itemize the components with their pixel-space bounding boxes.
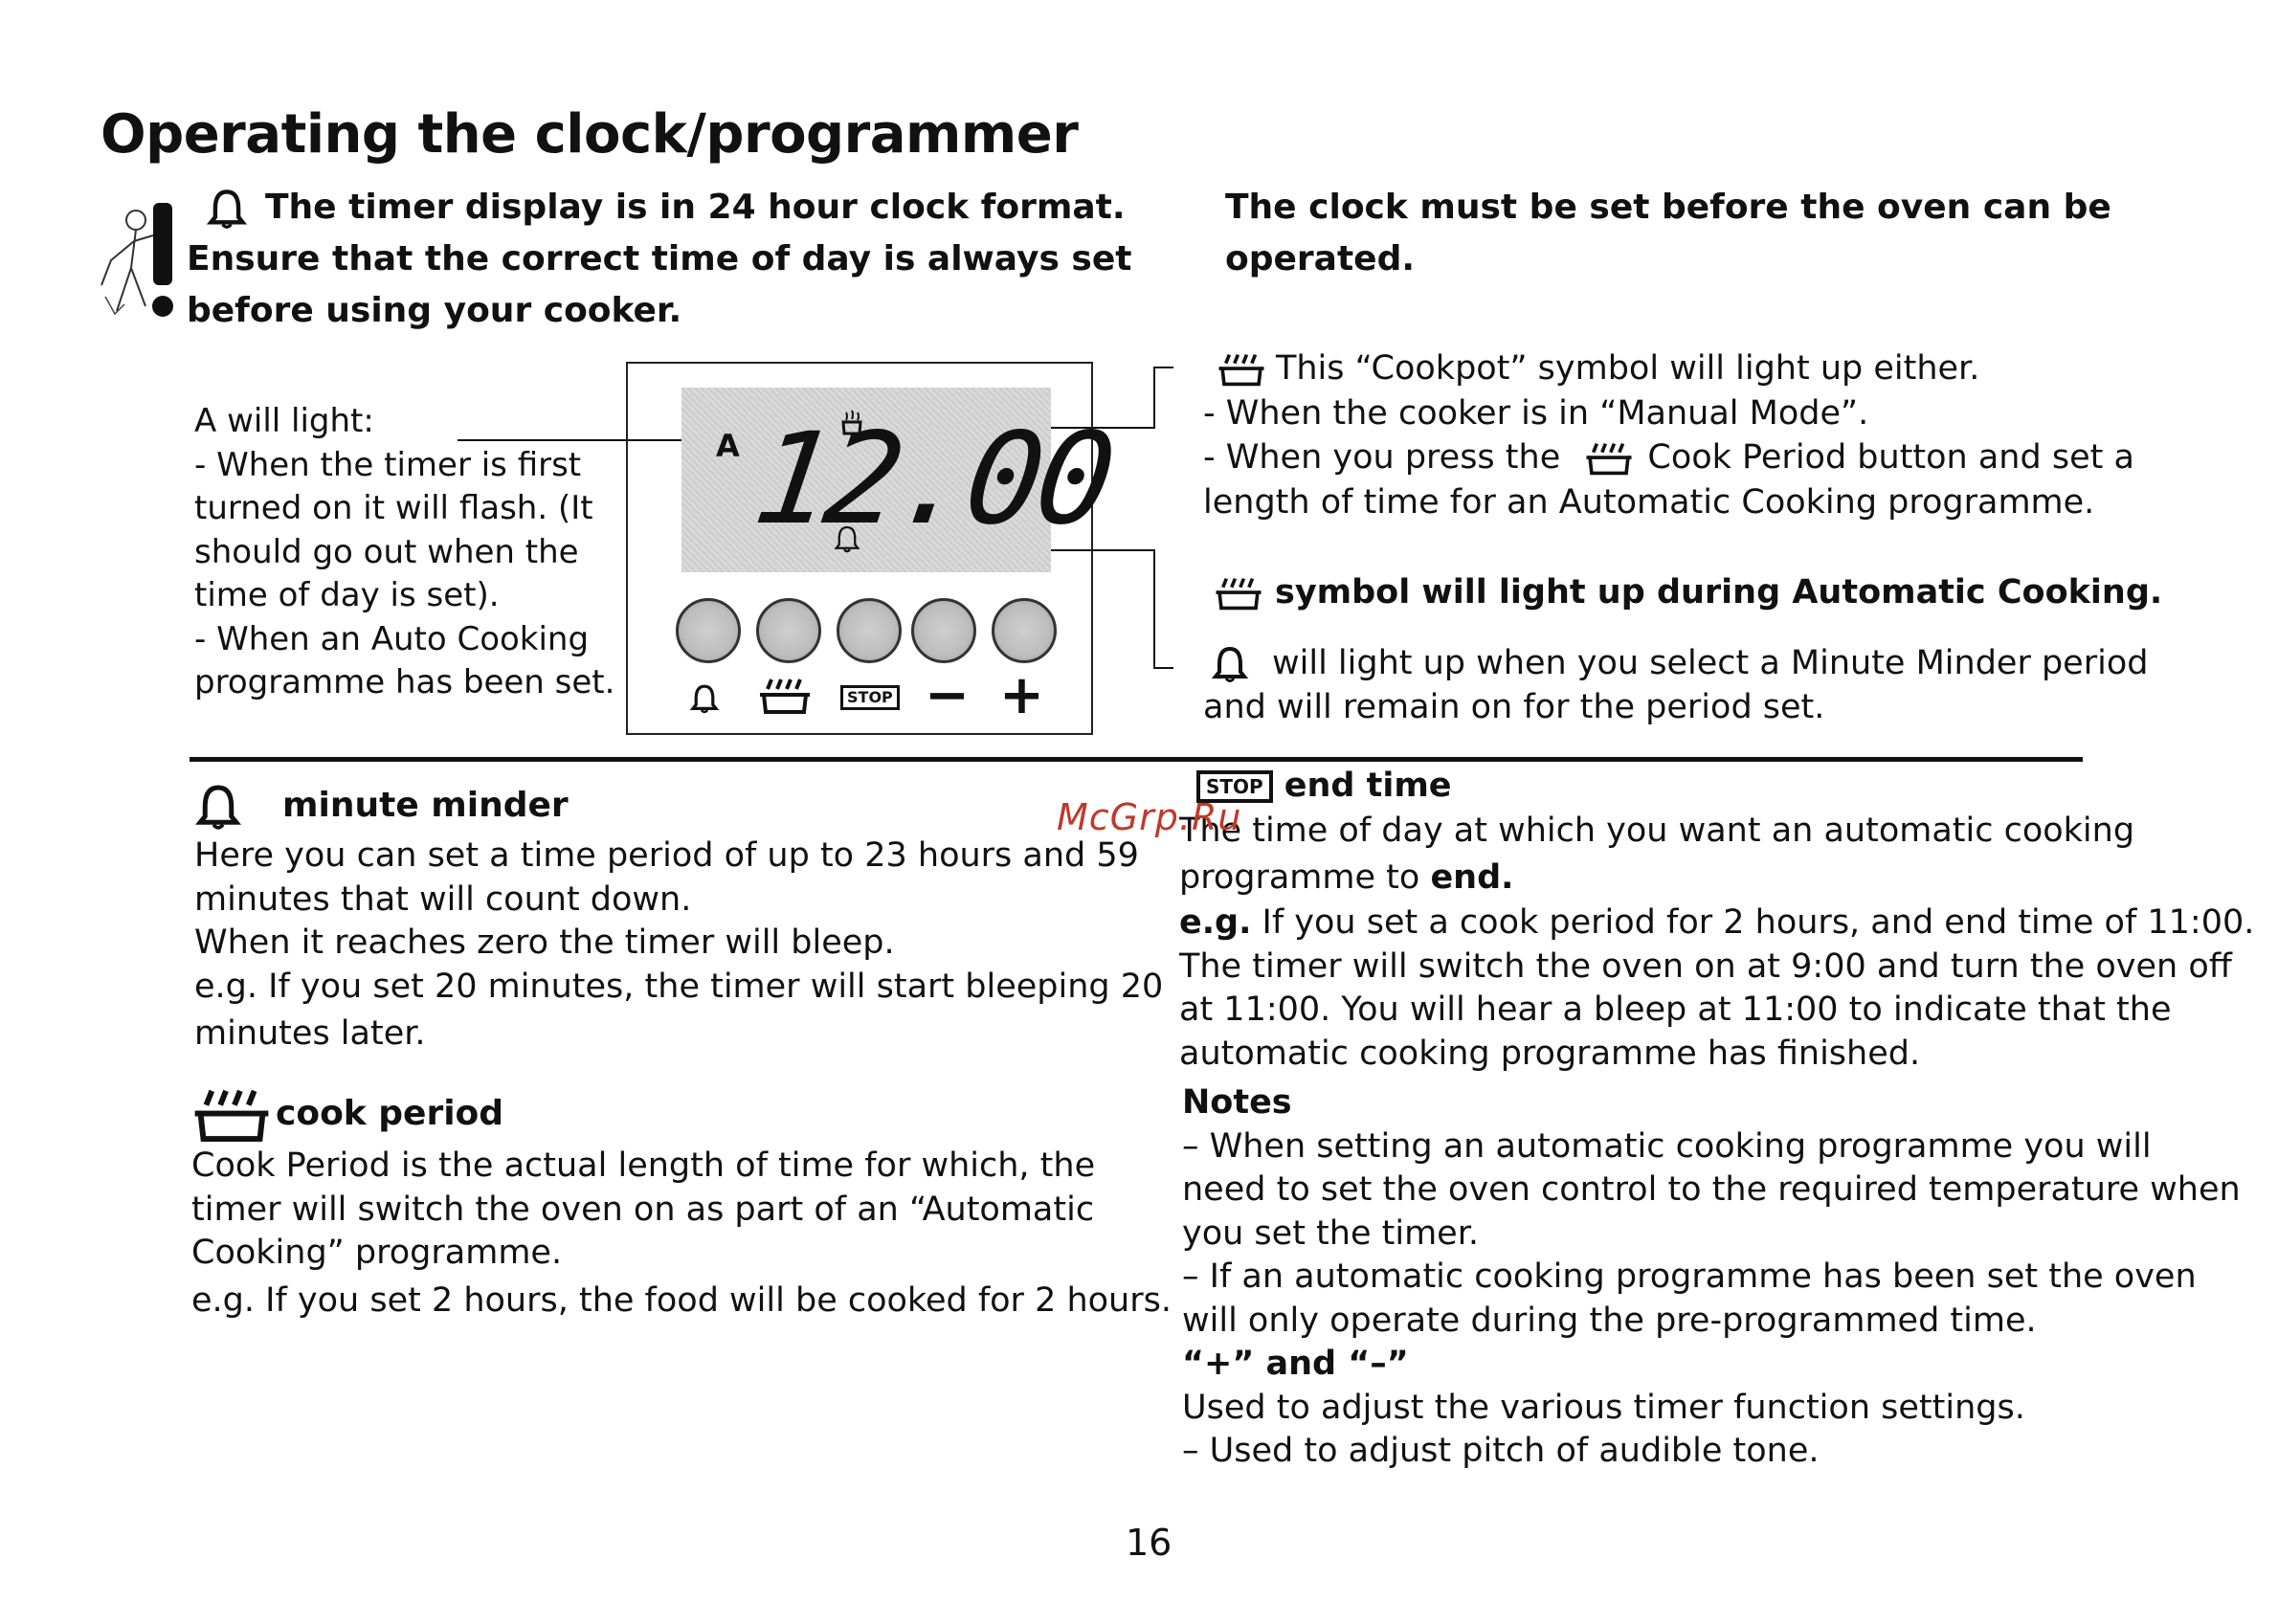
minus-label: − [925, 664, 970, 726]
bell-note-line-2: and will remain on for the period set. [1203, 688, 1825, 726]
notes-heading: Notes [1182, 1083, 1292, 1122]
plus-minus-heading: “+” and “–” [1182, 1345, 1409, 1383]
plus-button[interactable] [992, 598, 1057, 663]
a-light-line: - When the timer is first [194, 445, 582, 484]
plus-label: + [999, 664, 1044, 726]
end-time-heading: end time [1284, 767, 1452, 805]
cookpot-note-line-3b: Cook Period button and set a [1647, 438, 2134, 477]
lcd-display [681, 388, 1119, 572]
cook-period-heading: cook period [276, 1094, 504, 1133]
auto-indicator: A [716, 428, 740, 464]
bell-icon [689, 681, 720, 720]
cook-period-line: e.g. If you set 2 hours, the food will be cooked for 2 hours. [191, 1280, 1172, 1320]
bell-note-line-1: will light up when you select a Minute Minder period [1272, 644, 2149, 682]
page-number: 16 [1126, 1522, 1172, 1564]
cookpot-icon [1584, 440, 1634, 477]
plus-minus-line: Used to adjust the various timer function settings. [1182, 1388, 2025, 1427]
cookpot-note [1203, 346, 2134, 524]
a-light-line: - When an Auto Cooking [194, 619, 590, 658]
end-time-line: The timer will switch the oven on at 9:00 and turn the oven off [1179, 946, 2232, 986]
cook-period-button[interactable] [756, 598, 821, 663]
cookpot-icon [758, 676, 812, 720]
end-time-line: at 11:00. You will hear a bleep at 11:00 to indicate that the [1179, 990, 2172, 1029]
minute-minder-line: When it reaches zero the timer will bleep. [194, 923, 895, 962]
clock-note-line-2: operated. [1225, 239, 1416, 278]
notes-line: you set the timer. [1182, 1213, 1479, 1253]
cookpot-icon [1217, 351, 1266, 388]
minute-minder-line: minutes later. [194, 1014, 426, 1053]
end-time-stop-label: STOP [1196, 770, 1273, 803]
time-display: 12.00 [746, 406, 1119, 553]
auto-cooking-text: symbol will light up during Automatic Cooking. [1275, 573, 2163, 612]
end-time-eg-text: If you set a cook period for 2 hours, and end time of 11:00. [1262, 903, 2255, 942]
bell-note [1203, 641, 2148, 729]
notes-section [1182, 1081, 2241, 1474]
minus-button[interactable] [911, 598, 976, 663]
notes-line: need to set the oven control to the required temperature when [1182, 1170, 2241, 1209]
end-time-eg-label: e.g. [1179, 903, 1252, 942]
section-divider [190, 757, 2083, 762]
a-light-line: programme has been set. [194, 663, 615, 701]
notes-line: will only operate during the pre-programmed time. [1182, 1301, 2037, 1340]
cook-period-section [191, 1083, 1172, 1323]
cookpot-icon [1214, 575, 1263, 612]
end-time-line-2a: programme to [1179, 858, 1420, 897]
warning-line-2: Ensure that the correct time of day is always set [187, 239, 1132, 278]
minute-minder-line: e.g. If you set 20 minutes, the timer will start bleeping 20 [194, 967, 1164, 1006]
a-light-line: time of day is set). [194, 576, 500, 614]
minute-minder-heading: minute minder [282, 786, 569, 825]
end-time-button[interactable] [837, 598, 902, 663]
warning-line-1: The timer display is in 24 hour clock format. [265, 188, 1126, 227]
page-title: Operating the clock/programmer [100, 103, 1079, 166]
clock-note-line-1: The clock must be set before the oven can be [1225, 188, 2111, 227]
minute-minder-button[interactable] [676, 598, 741, 663]
notes-line: – If an automatic cooking programme has been set the oven [1182, 1257, 2197, 1296]
warning-line-3: before using your cooker. [187, 291, 682, 330]
cookpot-note-line-2: - When the cooker is in “Manual Mode”. [1203, 393, 1869, 433]
cook-period-line: timer will switch the oven on as part of an “Automatic [191, 1190, 1095, 1229]
cookpot-note-line-1: This “Cookpot” symbol will light up either. [1276, 349, 1980, 388]
auto-cooking-note [1214, 570, 2162, 614]
minute-minder-section [194, 777, 1163, 1057]
cook-period-line: Cooking” programme. [191, 1234, 563, 1272]
cook-period-line: Cook Period is the actual length of time for which, the [191, 1146, 1096, 1185]
cookpot-icon [191, 1085, 272, 1145]
bell-indicator-icon [833, 523, 861, 558]
end-time-line-1: The time of day at which you want an automatic cooking [1179, 812, 2135, 850]
end-time-line-2b: end. [1430, 858, 1514, 897]
end-time-line: automatic cooking programme has finished. [1179, 1034, 1921, 1073]
bell-icon [194, 781, 242, 833]
a-light-line: A will light: [194, 402, 374, 440]
a-light-line: should go out when the [194, 532, 579, 571]
plus-minus-line: – Used to adjust pitch of audible tone. [1182, 1432, 1820, 1470]
a-light-line: turned on it will flash. (It [194, 489, 593, 527]
watermark: McGrp.Ru [1057, 796, 1242, 838]
minute-minder-line: minutes that will count down. [194, 879, 692, 919]
cookpot-note-line-3a: - When you press the [1203, 438, 1561, 477]
cookpot-note-line-4: length of time for an Automatic Cooking programme. [1203, 482, 2095, 522]
stop-icon: STOP [840, 685, 900, 710]
minute-minder-line: Here you can set a time period of up to 23 hours and 59 [194, 836, 1139, 875]
bell-icon [1211, 643, 1249, 685]
end-time-section [1179, 764, 2254, 1076]
notes-line: – When setting an automatic cooking programme you will [1182, 1126, 2152, 1166]
